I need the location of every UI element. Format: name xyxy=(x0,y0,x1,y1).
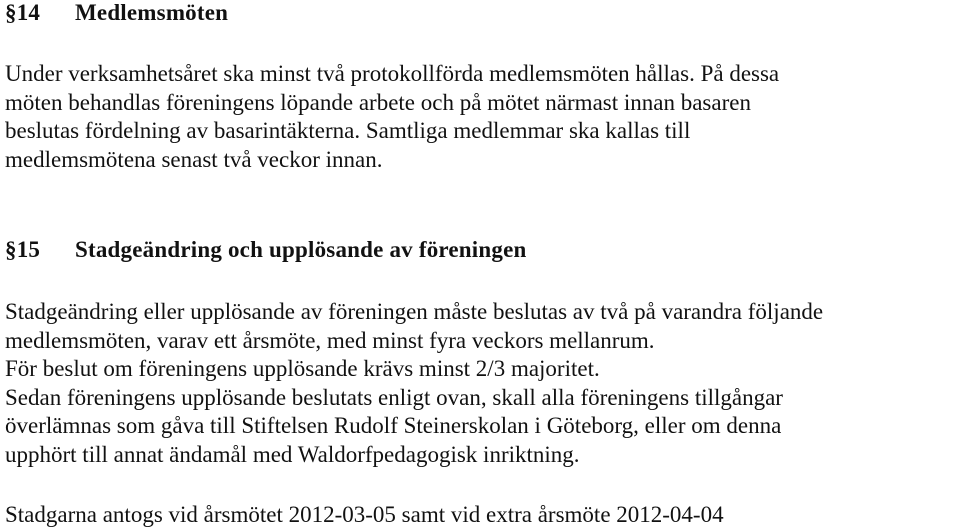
section-14-line: medlemsmötena senast två veckor innan. xyxy=(5,146,383,172)
section-14-title: Medlemsmöten xyxy=(75,0,229,25)
section-15-line: överlämnas som gåva till Stiftelsen Rudolf Steinerskolan i Göteborg, eller om denna xyxy=(5,413,782,438)
section-15-line: medlemsmöten, varav ett årsmöte, med minst fyra veckors mellanrum. xyxy=(5,327,655,353)
section-14-number: §14 xyxy=(5,0,41,25)
adoption-note: Stadgarna antogs vid årsmötet 2012-03-05 samt vid extra årsmöte 2012-04-04 xyxy=(5,502,724,527)
section-15-heading xyxy=(5,237,526,263)
section-14-heading xyxy=(5,0,228,26)
section-14-body xyxy=(5,60,955,174)
section-15-line: Sedan föreningens upplösande beslutats enligt ovan, skall alla föreningens tillgångar xyxy=(5,384,783,410)
section-15-line: Stadgeändring eller upplösande av föreningen måste beslutas av två på varandra följande xyxy=(5,299,824,324)
section-14-line: Under verksamhetsåret ska minst två protokollförda medlemsmöten hållas. På dessa xyxy=(5,61,780,86)
section-15-title: Stadgeändring och upplösande av föreningen xyxy=(75,237,527,262)
section-15-line: upphört till annat ändamål med Waldorfpedagogisk inriktning. xyxy=(5,441,580,467)
section-15-number: §15 xyxy=(5,237,41,262)
section-15-line: För beslut om föreningens upplösande krävs minst 2/3 majoritet. xyxy=(5,356,600,381)
section-14-line: möten behandlas föreningens löpande arbete och på mötet närmast innan basaren xyxy=(5,89,751,115)
section-15-body xyxy=(5,298,955,469)
section-14-line: beslutas fördelning av basarintäkterna. Samtliga medlemmar ska kallas till xyxy=(5,118,691,143)
